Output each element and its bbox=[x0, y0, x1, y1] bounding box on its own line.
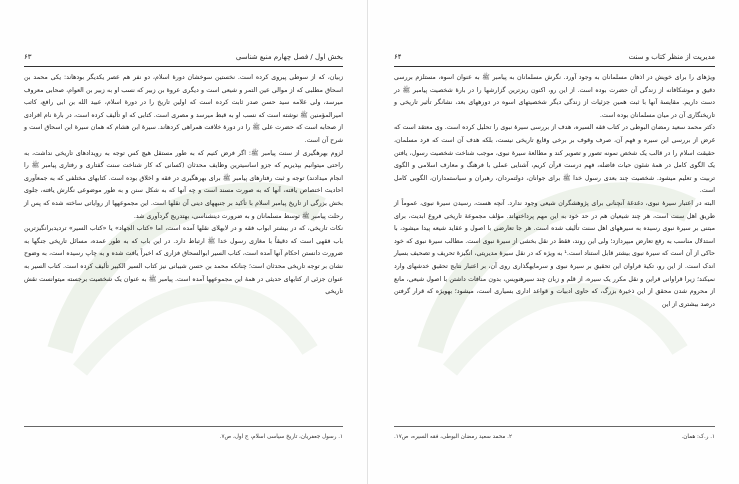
page-number: ۶۳ bbox=[24, 53, 32, 61]
right-page bbox=[370, 0, 739, 484]
paragraph: ویژهای را برای خویش در اذهان مسلمانان به وجود آورد. نگرش مسلمانان به پیامبر ﷺ به عنوان اسوه، مستلزم بررسی دقیق و موشکافانه از زندگی آن حضرت بوده است. از این رو، اکنون ریزترین گزارشها را در بارهٔ شخصیت پیامبر ﷺ در دست داریم. مقایسهٔ آنها با ثبت همین جزئیات از زندگی دیگر شخصیتهای اسوه در دورههای بعد، نشانگر تأثیر تاریخی و تاریخنگاری آن در میان مسلمانان بوده است. bbox=[394, 74, 715, 119]
page-header bbox=[394, 50, 715, 67]
header-title: مدیریت از منظر کتاب و سنت bbox=[628, 53, 715, 61]
footnote-text: ۱. رسول جعفریان، تاریخ سیاسی اسلام، ج اول، ص۷. bbox=[219, 434, 343, 440]
body-text bbox=[24, 72, 343, 299]
left-page bbox=[0, 0, 368, 484]
header-title: بخش اول / فصل چهارم منبع شناسی bbox=[235, 53, 343, 61]
footnotes bbox=[394, 432, 715, 442]
paragraph: زبیان، که از سوطی پیروی کرده است. نخستین سوخشان دورهٔ اسلام، دو نفر هم عصر یکدیگر بودهاند: یکی محمد بن اسحاق مطلبی که از موالی عین التمر و شیعی است و دیگری عروهٔ بن زبیر که نسب او به زبیر بن العوام، صحابی معروف میرسد، ولی علامه سید حسن صدر ثابت کرده است که اولین تاریخ را در دورهٔ اسلام، عبید الله بن ابی رافع، کاتب امیرالمؤمنین ﷺ نوشته است که نسب او به قبط میرسد و مصری است. کتابی که او تألیف کرده است، در بارهٔ نام افرادی از صحابه است که حضرت علی ﷺ را در دورهٔ خلافت همراهی کردهاند. سیرهٔ ابن هشام که همان سیرهٔ ابن اسحاق است و شرح آن است. bbox=[24, 74, 343, 144]
paragraph: نکات تاریخی، که در بیشتر ابواب فقه و در لابهلای نقلها آمده است، اما «کتاب الجهاد» یا «کتاب السیر» تردیدبرانگیزترین باب فقهی است که دقیقاً با مغازی رسول خدا ﷺ ارتباط دارد. در این باب که به طور عمده، مسائل تاریخی جنگها به ضرورت دانستن احکام آنها آمده است، کتاب السیر ابوالسحاق فزاری که اخیراً یافت شده و به چاپ رسیده است، به وضوح نشان بر توجه تاریخی محدثان است؛ چنانکه محمد بن حسن شیبانی نیز کتاب السیر الکبیر تألیف کرده است. کتاب السیر به عنوان جزئی از کتابهای حدیثی در همهٔ این مجموعهها آمده است. پیامبر ﷺ به عنوان یک شخصیت برجسته میتوانست نقش تاریخی bbox=[24, 225, 343, 296]
page-header bbox=[24, 50, 343, 67]
footnote-text: ۲. محمد سعید رمضان البوطی، فقه السیره، ص۱۷. bbox=[394, 434, 512, 440]
paragraph: دکتر محمد سعید رمضان البوطی در کتاب فقه السیره، هدف از بررسی سیرهٔ نبوی را تحلیل کرده است. وی معتقد است که غرض از بررسی این سیره و فهم آن، صرف وقوف بر برخی وقایع تاریخی نیست، بلکه هدف آن است که فرد مسلمان، حقیقت اسلام را در قالب یک شخص نمونه تصور و تصویر کند و مطالعهٔ سیرهٔ نبوی، موجب شناخت شخصیت رسول، یافتن یک الگوی کامل در همهٔ شئون حیات فاضله، فهم درست قرآن کریم، آشنایی عملی با فرهنگ و معارف اسلامی و الگوی تربیت و تعلیم میشود. شخصیت چند بعدی رسول خدا ﷺ برای جوانان، دولتمردان، رهبران و سیاستمداران، الگویی کامل است. bbox=[394, 124, 715, 195]
footnote-separator bbox=[24, 426, 343, 427]
page-number: ۶۴ bbox=[394, 53, 402, 61]
footnote bbox=[24, 432, 343, 442]
footnote-text: ۱. ر.ک: همان. bbox=[681, 434, 715, 440]
body-text bbox=[394, 72, 715, 311]
paragraph: لزوم بهرهگیری از سنت پیامبر ﷺ: اگر فرض کنیم که به طور مستقل هیچ کس توجه به رویدادهای تاریخی نداشت، به راحتی میتوانیم بپذیریم که جزو اساسیترین وظایف محدثان (کسانی که کار شناخت سنت گفتاری و رفتاری پیامبر ﷺ را انجام میدادند) توجه و ثبت رفتارهای پیامبر ﷺ برای بهرهگیری در فقه و اخلاق بوده است. کتابهای مختلفی که به جمعآوری احادیث اختصاص یافته، آنها که به صورت مسند است و چه آنها که به شکل سنن و به طور موضوعی نگارش یافته، جلوی بخش بزرگی از تاریخ پیامبر اسلام با تأکید بر جنبههای دینی آن نقلها است. این مجموعهها از روایاتی ساخته شده که پس از رحلت پیامبر ﷺ توسط مسلمانان و به ضرورت دینشناسی، بهتدریج گردآوری شد. bbox=[24, 149, 343, 220]
footnote-separator bbox=[394, 426, 715, 427]
paragraph: البته در اعتبار سیرهٔ نبوی، دغدغهٔ آنچنانی برای پژوهشگران شیعی وجود ندارد. آنچه هست، رسیدن سیرهٔ نبوی، عموماً از طریق اهل سنت است، هر چند شیعیان هم در حد خود به این مهم پرداختهاند. مؤلف مجموعهٔ تاریخی فروغ ابدیت، برای مبتنی بر سیرهٔ نبوی رسیده به سیرههای اهل سنت تألیف شده است. هر جا تعارضی با اصول و عقاید شیعه پیدا میشود، با استدلال مناسب به رفع تعارض میپردازد؛ ولی این روند، فقط در نقل بخشی از سیرهٔ نبوی است. مطالب سیرهٔ نبوی که خود حاکی از آن است که سیرهٔ نبوی بیشتر قابل استناد است.¹ به ویژه که در نقل سیرهٔ مدیریتی، انگیزهٔ تحریف و تصحیف بسیار اندک است. از این رو، تکیهٔ فراوان این تحقیق بر سیرهٔ نبوی و سرمایهگذاری روی آن، بر اعتبار نتایج تحقیق خدشهای وارد نمیکند؛ زیرا قراوانی قراین و نقل مکرر یک سیره، از قلم و زبان چند سیرهنویس، بدون منافات داشتن با اصول شیعی، مانع از محروم شدن محقق از این ذخیرهٔ بزرگ، که حاوی ادبیات و قواعد اداری بسیاری است، میشود؛ بهویژه که قرار گرفتن درصد بیشتری از این bbox=[394, 199, 715, 308]
